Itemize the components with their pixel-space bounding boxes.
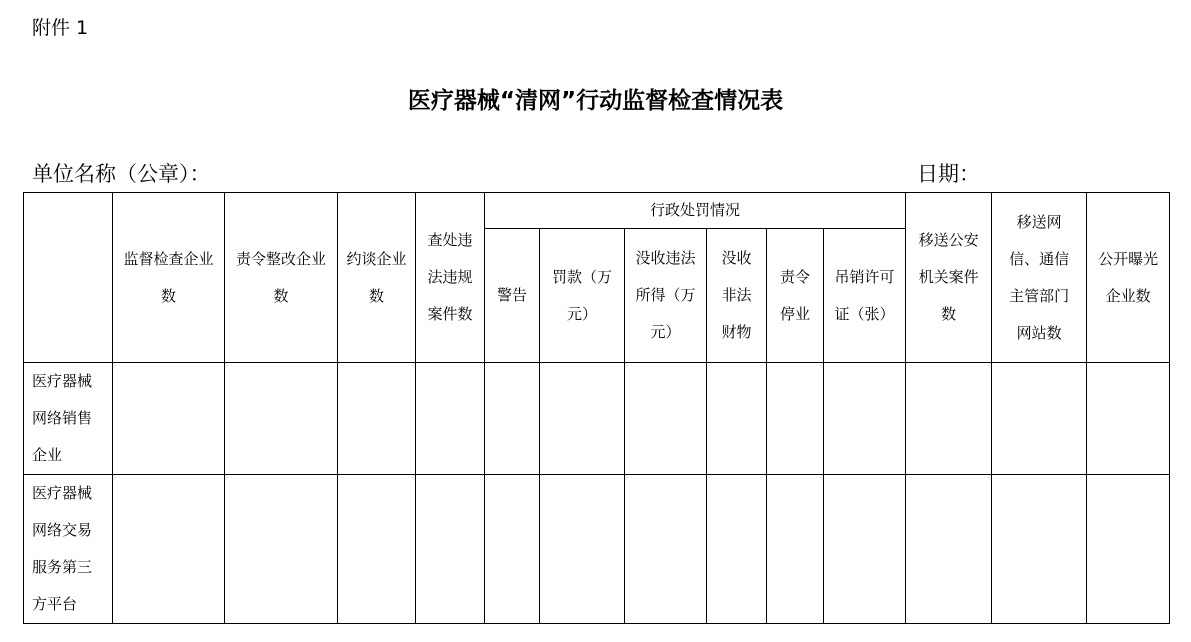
data-cell[interactable] bbox=[824, 475, 906, 624]
row-label: 医疗器械网络销售企业 bbox=[32, 372, 93, 464]
row-label-cell bbox=[24, 475, 113, 624]
header-cell-penalty-confiscated-property bbox=[707, 229, 767, 363]
header-label: 移送网信、通信主管部门网站数 bbox=[1009, 212, 1070, 342]
header-cell-rectification-ordered bbox=[225, 193, 338, 363]
data-cell[interactable] bbox=[225, 363, 338, 475]
header-label: 移送公安机关案件数 bbox=[918, 231, 979, 323]
row-label-cell bbox=[24, 363, 113, 475]
header-label: 吊销许可证（张） bbox=[834, 267, 895, 323]
table-row bbox=[24, 363, 1170, 475]
header-label: 警告 bbox=[496, 286, 527, 304]
header-cell-public-exposure bbox=[1087, 193, 1170, 363]
header-label: 责令整改企业数 bbox=[235, 249, 326, 305]
data-cell[interactable] bbox=[707, 475, 767, 624]
header-cell-penalty-confiscated-income bbox=[625, 229, 707, 363]
header-cell-inspected-enterprises bbox=[113, 193, 225, 363]
date-label: 日期： bbox=[917, 162, 980, 186]
header-label: 查处违法违规案件数 bbox=[427, 231, 473, 323]
data-cell[interactable] bbox=[767, 363, 824, 475]
data-cell[interactable] bbox=[416, 363, 485, 475]
header-cell-penalty-warning bbox=[485, 229, 540, 363]
data-cell[interactable] bbox=[1087, 475, 1170, 624]
data-cell[interactable] bbox=[906, 475, 992, 624]
data-cell[interactable] bbox=[625, 363, 707, 475]
header-cell-penalty-fine bbox=[540, 229, 625, 363]
data-cell[interactable] bbox=[338, 475, 416, 624]
document-title: 医疗器械“清网”行动监督检查情况表 bbox=[407, 88, 784, 114]
data-cell[interactable] bbox=[113, 363, 225, 475]
header-cell-transferred-internet-telecom bbox=[992, 193, 1087, 363]
header-cell-penalty-license-revoked bbox=[824, 229, 906, 363]
data-cell[interactable] bbox=[416, 475, 485, 624]
header-cell-penalty-suspension bbox=[767, 229, 824, 363]
data-cell[interactable] bbox=[485, 475, 540, 624]
header-label: 行政处罚情况 bbox=[650, 201, 741, 219]
header-label: 责令停业 bbox=[779, 267, 810, 323]
header-label: 约谈企业数 bbox=[346, 249, 407, 305]
data-cell[interactable] bbox=[767, 475, 824, 624]
header-label: 公开曝光企业数 bbox=[1098, 249, 1159, 305]
header-corner-cell bbox=[24, 193, 113, 363]
header-cell-violation-cases bbox=[416, 193, 485, 363]
annex-label: 附件 1 bbox=[32, 17, 89, 39]
data-cell[interactable] bbox=[540, 475, 625, 624]
data-cell[interactable] bbox=[1087, 363, 1170, 475]
data-cell[interactable] bbox=[625, 475, 707, 624]
data-cell[interactable] bbox=[338, 363, 416, 475]
header-label: 监督检查企业数 bbox=[123, 249, 214, 305]
data-cell[interactable] bbox=[824, 363, 906, 475]
unit-name-label: 单位名称（公章）： bbox=[32, 162, 211, 186]
header-cell-transferred-public-security bbox=[906, 193, 992, 363]
data-cell[interactable] bbox=[906, 363, 992, 475]
header-label: 没收非法财物 bbox=[721, 249, 752, 341]
data-cell[interactable] bbox=[225, 475, 338, 624]
table-row bbox=[24, 475, 1170, 624]
data-cell[interactable] bbox=[992, 475, 1087, 624]
inspection-report-table bbox=[23, 192, 1170, 624]
data-cell[interactable] bbox=[992, 363, 1087, 475]
data-cell[interactable] bbox=[540, 363, 625, 475]
data-cell[interactable] bbox=[485, 363, 540, 475]
header-label: 罚款（万元） bbox=[551, 267, 612, 323]
header-cell-admin-penalty-group bbox=[485, 193, 906, 229]
header-row-top bbox=[24, 193, 1170, 229]
data-cell[interactable] bbox=[113, 475, 225, 624]
header-cell-interviewed-enterprises bbox=[338, 193, 416, 363]
row-label: 医疗器械网络交易服务第三方平台 bbox=[32, 484, 93, 613]
data-cell[interactable] bbox=[707, 363, 767, 475]
header-label: 没收违法所得（万元） bbox=[635, 249, 696, 341]
